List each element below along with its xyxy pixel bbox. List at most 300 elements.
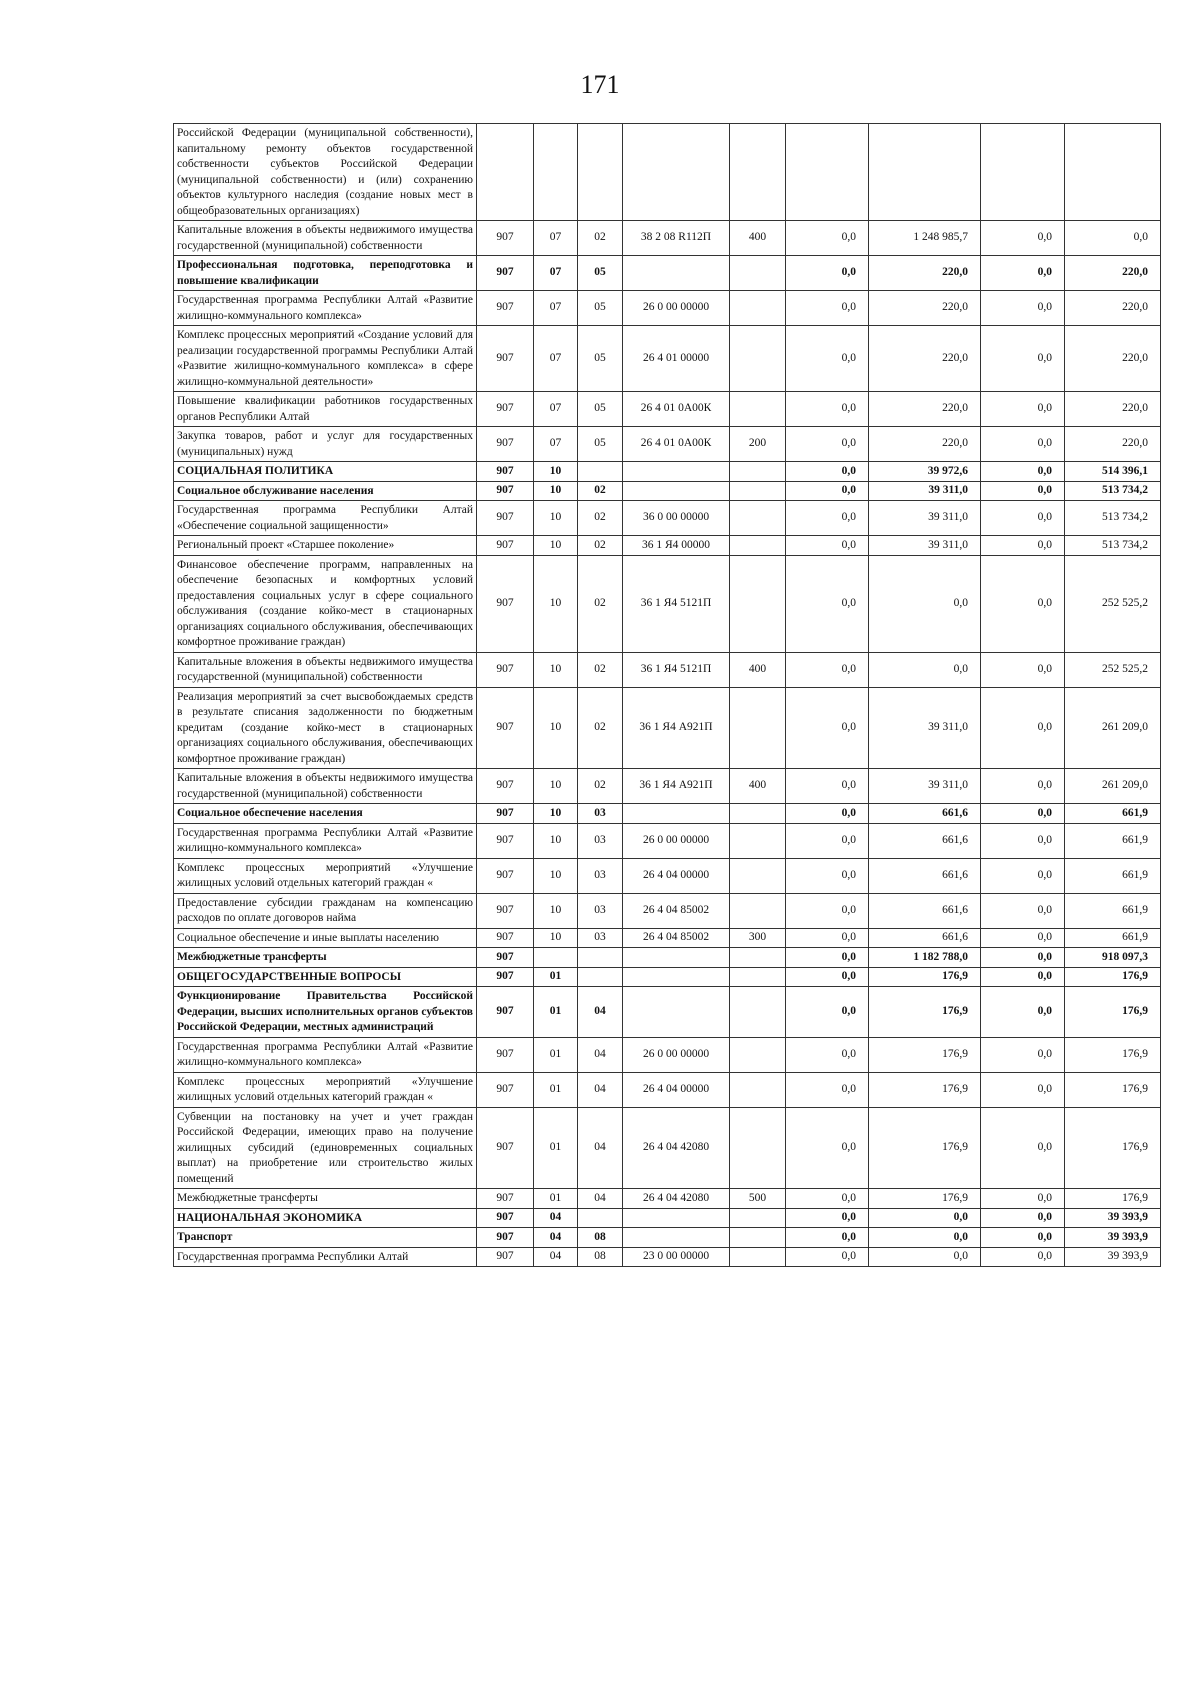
cell-subsection xyxy=(578,967,623,987)
cell-amount-4: 252 525,2 xyxy=(1065,652,1161,687)
table-row xyxy=(174,501,1161,536)
cell-amount-1 xyxy=(786,124,869,221)
cell-target-article: 36 1 Я4 5121П xyxy=(623,555,730,652)
cell-target-article xyxy=(623,1228,730,1248)
cell-admin-code: 907 xyxy=(477,536,534,556)
table-row xyxy=(174,652,1161,687)
table-row xyxy=(174,1189,1161,1209)
cell-amount-2: 176,9 xyxy=(869,1107,981,1189)
cell-subsection xyxy=(578,948,623,968)
cell-amount-3: 0,0 xyxy=(981,687,1065,769)
cell-section: 07 xyxy=(534,291,578,326)
cell-amount-1: 0,0 xyxy=(786,462,869,482)
cell-amount-1: 0,0 xyxy=(786,1189,869,1209)
cell-amount-1: 0,0 xyxy=(786,948,869,968)
cell-admin-code: 907 xyxy=(477,804,534,824)
cell-amount-2: 1 248 985,7 xyxy=(869,221,981,256)
cell-admin-code: 907 xyxy=(477,948,534,968)
cell-section: 04 xyxy=(534,1228,578,1248)
cell-name: Функционирование Правительства Российской Федерации, высших исполнительных органов субъектов Российской Федерации, местных администраций xyxy=(174,987,477,1038)
cell-target-article: 36 1 Я4 5121П xyxy=(623,652,730,687)
cell-section: 07 xyxy=(534,256,578,291)
table-row xyxy=(174,221,1161,256)
cell-amount-4: 176,9 xyxy=(1065,987,1161,1038)
cell-amount-3: 0,0 xyxy=(981,221,1065,256)
cell-subsection: 08 xyxy=(578,1228,623,1248)
cell-amount-1: 0,0 xyxy=(786,858,869,893)
cell-target-article xyxy=(623,804,730,824)
cell-name: Российской Федерации (муниципальной собственности), капитальному ремонту объектов государственной собственности субъектов Российской Федерации (муниципальной собственности) и (или) сохранению объектов культурного наследия (создание новых мест в общеобразовательных организациях) xyxy=(174,124,477,221)
cell-subsection: 04 xyxy=(578,1189,623,1209)
cell-expense-type xyxy=(730,124,786,221)
cell-name: Повышение квалификации работников государственных органов Республики Алтай xyxy=(174,392,477,427)
cell-amount-2: 0,0 xyxy=(869,1228,981,1248)
cell-expense-type xyxy=(730,1208,786,1228)
cell-amount-3: 0,0 xyxy=(981,462,1065,482)
table-row xyxy=(174,462,1161,482)
cell-amount-2: 220,0 xyxy=(869,427,981,462)
table-row xyxy=(174,858,1161,893)
cell-expense-type xyxy=(730,967,786,987)
cell-amount-4: 0,0 xyxy=(1065,221,1161,256)
cell-section: 10 xyxy=(534,769,578,804)
cell-amount-4: 661,9 xyxy=(1065,823,1161,858)
table-row xyxy=(174,967,1161,987)
cell-expense-type xyxy=(730,687,786,769)
cell-amount-1: 0,0 xyxy=(786,291,869,326)
cell-amount-1: 0,0 xyxy=(786,481,869,501)
cell-expense-type xyxy=(730,858,786,893)
cell-target-article: 26 4 04 85002 xyxy=(623,893,730,928)
table-row xyxy=(174,427,1161,462)
cell-amount-3: 0,0 xyxy=(981,1247,1065,1267)
cell-admin-code: 907 xyxy=(477,221,534,256)
cell-subsection: 02 xyxy=(578,221,623,256)
cell-amount-4: 176,9 xyxy=(1065,1072,1161,1107)
cell-amount-3: 0,0 xyxy=(981,326,1065,392)
cell-admin-code: 907 xyxy=(477,1247,534,1267)
cell-target-article: 26 4 04 85002 xyxy=(623,928,730,948)
cell-target-article xyxy=(623,987,730,1038)
cell-amount-2: 39 972,6 xyxy=(869,462,981,482)
cell-amount-4: 220,0 xyxy=(1065,256,1161,291)
cell-section: 01 xyxy=(534,1189,578,1209)
cell-subsection: 05 xyxy=(578,291,623,326)
cell-name: Финансовое обеспечение программ, направленных на обеспечение безопасных и комфортных условий предоставления социальных услуг в сфере социального обслуживания (создание койко-мест в стационарных организациях социального обслуживания, обеспечивающих комфортное проживание граждан) xyxy=(174,555,477,652)
cell-amount-3: 0,0 xyxy=(981,1037,1065,1072)
cell-section: 01 xyxy=(534,1037,578,1072)
cell-amount-1: 0,0 xyxy=(786,555,869,652)
cell-expense-type: 400 xyxy=(730,221,786,256)
cell-amount-1: 0,0 xyxy=(786,256,869,291)
cell-target-article: 38 2 08 R112П xyxy=(623,221,730,256)
cell-name: Комплекс процессных мероприятий «Улучшение жилищных условий отдельных категорий граждан « xyxy=(174,1072,477,1107)
cell-target-article: 26 4 04 00000 xyxy=(623,1072,730,1107)
cell-expense-type xyxy=(730,804,786,824)
cell-name: СОЦИАЛЬНАЯ ПОЛИТИКА xyxy=(174,462,477,482)
cell-amount-1: 0,0 xyxy=(786,928,869,948)
cell-amount-4: 514 396,1 xyxy=(1065,462,1161,482)
cell-admin-code: 907 xyxy=(477,1072,534,1107)
cell-amount-2: 220,0 xyxy=(869,256,981,291)
cell-subsection: 02 xyxy=(578,555,623,652)
cell-amount-2: 39 311,0 xyxy=(869,769,981,804)
cell-admin-code: 907 xyxy=(477,291,534,326)
cell-amount-1: 0,0 xyxy=(786,501,869,536)
table-row xyxy=(174,481,1161,501)
cell-section: 01 xyxy=(534,1072,578,1107)
cell-amount-4 xyxy=(1065,124,1161,221)
cell-admin-code: 907 xyxy=(477,967,534,987)
table-row xyxy=(174,1208,1161,1228)
cell-subsection: 04 xyxy=(578,1037,623,1072)
cell-amount-2: 39 311,0 xyxy=(869,687,981,769)
cell-admin-code: 907 xyxy=(477,326,534,392)
table-row xyxy=(174,948,1161,968)
cell-amount-1: 0,0 xyxy=(786,1228,869,1248)
cell-admin-code: 907 xyxy=(477,1107,534,1189)
cell-subsection: 08 xyxy=(578,1247,623,1267)
cell-expense-type xyxy=(730,501,786,536)
cell-amount-1: 0,0 xyxy=(786,1247,869,1267)
cell-section: 10 xyxy=(534,501,578,536)
cell-subsection: 02 xyxy=(578,481,623,501)
cell-amount-1: 0,0 xyxy=(786,987,869,1038)
cell-amount-2: 1 182 788,0 xyxy=(869,948,981,968)
cell-amount-3: 0,0 xyxy=(981,769,1065,804)
cell-amount-3: 0,0 xyxy=(981,948,1065,968)
cell-section: 10 xyxy=(534,893,578,928)
cell-subsection: 02 xyxy=(578,501,623,536)
cell-name: Государственная программа Республики Алтай «Обеспечение социальной защищенности» xyxy=(174,501,477,536)
cell-amount-4: 261 209,0 xyxy=(1065,687,1161,769)
cell-target-article xyxy=(623,124,730,221)
cell-name: Государственная программа Республики Алтай «Развитие жилищно-коммунального комплекса» xyxy=(174,1037,477,1072)
cell-section: 10 xyxy=(534,536,578,556)
cell-amount-3: 0,0 xyxy=(981,256,1065,291)
cell-target-article: 26 0 00 00000 xyxy=(623,291,730,326)
cell-amount-2: 39 311,0 xyxy=(869,481,981,501)
cell-amount-2: 661,6 xyxy=(869,893,981,928)
cell-amount-1: 0,0 xyxy=(786,687,869,769)
cell-target-article: 36 0 00 00000 xyxy=(623,501,730,536)
cell-expense-type xyxy=(730,1072,786,1107)
cell-expense-type xyxy=(730,256,786,291)
table-row xyxy=(174,392,1161,427)
cell-expense-type xyxy=(730,987,786,1038)
cell-expense-type: 400 xyxy=(730,652,786,687)
cell-amount-3: 0,0 xyxy=(981,928,1065,948)
budget-table xyxy=(173,123,1161,1267)
cell-admin-code: 907 xyxy=(477,1228,534,1248)
cell-admin-code: 907 xyxy=(477,928,534,948)
cell-target-article: 26 4 04 42080 xyxy=(623,1189,730,1209)
cell-expense-type xyxy=(730,893,786,928)
cell-expense-type xyxy=(730,392,786,427)
cell-amount-4: 513 734,2 xyxy=(1065,536,1161,556)
cell-target-article: 26 0 00 00000 xyxy=(623,823,730,858)
cell-subsection: 05 xyxy=(578,392,623,427)
table-row xyxy=(174,804,1161,824)
cell-admin-code: 907 xyxy=(477,392,534,427)
cell-amount-4: 220,0 xyxy=(1065,326,1161,392)
cell-amount-2: 220,0 xyxy=(869,392,981,427)
table-row xyxy=(174,769,1161,804)
cell-admin-code: 907 xyxy=(477,1037,534,1072)
cell-target-article: 23 0 00 00000 xyxy=(623,1247,730,1267)
cell-amount-4: 220,0 xyxy=(1065,392,1161,427)
cell-amount-3: 0,0 xyxy=(981,823,1065,858)
cell-target-article: 26 4 01 0А00К xyxy=(623,392,730,427)
table-row xyxy=(174,291,1161,326)
cell-name: Государственная программа Республики Алтай xyxy=(174,1247,477,1267)
table-row xyxy=(174,1037,1161,1072)
cell-name: Региональный проект «Старшее поколение» xyxy=(174,536,477,556)
cell-subsection: 02 xyxy=(578,536,623,556)
cell-section: 10 xyxy=(534,555,578,652)
cell-expense-type xyxy=(730,1247,786,1267)
cell-amount-4: 661,9 xyxy=(1065,804,1161,824)
cell-expense-type: 300 xyxy=(730,928,786,948)
cell-name: Межбюджетные трансферты xyxy=(174,948,477,968)
cell-section: 10 xyxy=(534,823,578,858)
cell-target-article: 36 1 Я4 00000 xyxy=(623,536,730,556)
cell-target-article: 26 4 04 00000 xyxy=(623,858,730,893)
cell-section: 04 xyxy=(534,1208,578,1228)
cell-amount-1: 0,0 xyxy=(786,1072,869,1107)
cell-amount-2: 0,0 xyxy=(869,1208,981,1228)
cell-amount-4: 513 734,2 xyxy=(1065,481,1161,501)
cell-subsection: 03 xyxy=(578,823,623,858)
cell-amount-4: 918 097,3 xyxy=(1065,948,1161,968)
cell-amount-2: 39 311,0 xyxy=(869,501,981,536)
cell-subsection: 04 xyxy=(578,987,623,1038)
table-row xyxy=(174,987,1161,1038)
cell-amount-3: 0,0 xyxy=(981,987,1065,1038)
table-row xyxy=(174,326,1161,392)
cell-section: 07 xyxy=(534,221,578,256)
cell-admin-code: 907 xyxy=(477,687,534,769)
cell-amount-3 xyxy=(981,124,1065,221)
cell-amount-2: 176,9 xyxy=(869,1072,981,1107)
cell-admin-code: 907 xyxy=(477,858,534,893)
cell-amount-1: 0,0 xyxy=(786,769,869,804)
cell-amount-4: 176,9 xyxy=(1065,1107,1161,1189)
table-row xyxy=(174,893,1161,928)
cell-expense-type xyxy=(730,462,786,482)
table-row xyxy=(174,928,1161,948)
cell-expense-type xyxy=(730,1228,786,1248)
cell-amount-1: 0,0 xyxy=(786,326,869,392)
cell-section: 10 xyxy=(534,462,578,482)
cell-name: Профессиональная подготовка, переподготовка и повышение квалификации xyxy=(174,256,477,291)
cell-amount-3: 0,0 xyxy=(981,1107,1065,1189)
table-body xyxy=(174,124,1161,1267)
cell-subsection: 04 xyxy=(578,1072,623,1107)
cell-name: Капитальные вложения в объекты недвижимого имущества государственной (муниципальной) собственности xyxy=(174,652,477,687)
cell-admin-code: 907 xyxy=(477,1189,534,1209)
cell-amount-1: 0,0 xyxy=(786,221,869,256)
cell-subsection: 03 xyxy=(578,858,623,893)
cell-subsection: 02 xyxy=(578,652,623,687)
cell-amount-2: 39 311,0 xyxy=(869,536,981,556)
cell-admin-code: 907 xyxy=(477,555,534,652)
cell-target-article: 26 4 01 00000 xyxy=(623,326,730,392)
cell-amount-4: 252 525,2 xyxy=(1065,555,1161,652)
cell-amount-2: 661,6 xyxy=(869,804,981,824)
cell-section: 07 xyxy=(534,326,578,392)
cell-amount-1: 0,0 xyxy=(786,823,869,858)
cell-expense-type: 200 xyxy=(730,427,786,462)
cell-amount-2: 176,9 xyxy=(869,1189,981,1209)
table-row xyxy=(174,1247,1161,1267)
cell-name: Комплекс процессных мероприятий «Улучшение жилищных условий отдельных категорий граждан « xyxy=(174,858,477,893)
cell-expense-type xyxy=(730,326,786,392)
cell-section: 10 xyxy=(534,481,578,501)
cell-admin-code xyxy=(477,124,534,221)
table-row xyxy=(174,823,1161,858)
cell-amount-4: 220,0 xyxy=(1065,427,1161,462)
cell-subsection xyxy=(578,462,623,482)
cell-subsection: 05 xyxy=(578,256,623,291)
cell-amount-2: 661,6 xyxy=(869,858,981,893)
cell-name: Социальное обеспечение населения xyxy=(174,804,477,824)
cell-admin-code: 907 xyxy=(477,823,534,858)
cell-expense-type xyxy=(730,1037,786,1072)
cell-admin-code: 907 xyxy=(477,427,534,462)
cell-target-article xyxy=(623,481,730,501)
cell-subsection xyxy=(578,124,623,221)
cell-amount-2 xyxy=(869,124,981,221)
cell-section: 04 xyxy=(534,1247,578,1267)
cell-section xyxy=(534,124,578,221)
cell-subsection: 03 xyxy=(578,804,623,824)
cell-name: ОБЩЕГОСУДАРСТВЕННЫЕ ВОПРОСЫ xyxy=(174,967,477,987)
cell-amount-3: 0,0 xyxy=(981,652,1065,687)
cell-amount-3: 0,0 xyxy=(981,1072,1065,1107)
table-row xyxy=(174,555,1161,652)
cell-section: 07 xyxy=(534,427,578,462)
table-row xyxy=(174,1107,1161,1189)
cell-expense-type xyxy=(730,555,786,652)
cell-expense-type: 500 xyxy=(730,1189,786,1209)
table-row xyxy=(174,536,1161,556)
cell-amount-1: 0,0 xyxy=(786,1037,869,1072)
cell-amount-2: 176,9 xyxy=(869,967,981,987)
cell-admin-code: 907 xyxy=(477,256,534,291)
cell-amount-4: 661,9 xyxy=(1065,928,1161,948)
cell-amount-4: 176,9 xyxy=(1065,1037,1161,1072)
cell-section: 10 xyxy=(534,652,578,687)
cell-amount-4: 261 209,0 xyxy=(1065,769,1161,804)
cell-target-article xyxy=(623,1208,730,1228)
cell-section: 10 xyxy=(534,928,578,948)
cell-expense-type xyxy=(730,948,786,968)
cell-amount-1: 0,0 xyxy=(786,427,869,462)
cell-amount-2: 0,0 xyxy=(869,1247,981,1267)
cell-amount-4: 39 393,9 xyxy=(1065,1247,1161,1267)
cell-amount-2: 661,6 xyxy=(869,823,981,858)
cell-amount-1: 0,0 xyxy=(786,536,869,556)
cell-amount-1: 0,0 xyxy=(786,804,869,824)
cell-name: Государственная программа Республики Алтай «Развитие жилищно-коммунального комплекса» xyxy=(174,823,477,858)
cell-name: Государственная программа Республики Алтай «Развитие жилищно-коммунального комплекса» xyxy=(174,291,477,326)
cell-target-article: 26 0 00 00000 xyxy=(623,1037,730,1072)
cell-amount-4: 220,0 xyxy=(1065,291,1161,326)
cell-section: 10 xyxy=(534,804,578,824)
cell-expense-type xyxy=(730,481,786,501)
cell-subsection xyxy=(578,1208,623,1228)
cell-amount-2: 176,9 xyxy=(869,987,981,1038)
cell-section xyxy=(534,948,578,968)
cell-name: Предоставление субсидии гражданам на компенсацию расходов по оплате договоров найма xyxy=(174,893,477,928)
cell-target-article: 26 4 01 0А00К xyxy=(623,427,730,462)
cell-name: Субвенции на постановку на учет и учет граждан Российской Федерации, имеющих право на получение жилищных субсидий (единовременных социальных выплат) на приобретение или строительство жилых помещений xyxy=(174,1107,477,1189)
cell-amount-4: 176,9 xyxy=(1065,967,1161,987)
cell-admin-code: 907 xyxy=(477,893,534,928)
cell-amount-1: 0,0 xyxy=(786,967,869,987)
cell-amount-3: 0,0 xyxy=(981,967,1065,987)
cell-section: 01 xyxy=(534,967,578,987)
cell-amount-4: 661,9 xyxy=(1065,893,1161,928)
cell-amount-2: 661,6 xyxy=(869,928,981,948)
cell-expense-type xyxy=(730,823,786,858)
cell-amount-1: 0,0 xyxy=(786,893,869,928)
cell-amount-1: 0,0 xyxy=(786,1208,869,1228)
cell-section: 01 xyxy=(534,1107,578,1189)
table-row xyxy=(174,256,1161,291)
cell-subsection: 03 xyxy=(578,893,623,928)
cell-admin-code: 907 xyxy=(477,1208,534,1228)
cell-amount-3: 0,0 xyxy=(981,501,1065,536)
cell-section: 10 xyxy=(534,687,578,769)
cell-section: 01 xyxy=(534,987,578,1038)
cell-amount-1: 0,0 xyxy=(786,652,869,687)
table-row xyxy=(174,1228,1161,1248)
cell-subsection: 02 xyxy=(578,769,623,804)
cell-admin-code: 907 xyxy=(477,481,534,501)
cell-admin-code: 907 xyxy=(477,987,534,1038)
cell-amount-3: 0,0 xyxy=(981,392,1065,427)
cell-amount-2: 0,0 xyxy=(869,555,981,652)
cell-amount-3: 0,0 xyxy=(981,858,1065,893)
cell-target-article: 36 1 Я4 А921П xyxy=(623,687,730,769)
table-row xyxy=(174,687,1161,769)
cell-expense-type xyxy=(730,1107,786,1189)
cell-section: 07 xyxy=(534,392,578,427)
cell-amount-1: 0,0 xyxy=(786,392,869,427)
cell-target-article xyxy=(623,967,730,987)
cell-target-article xyxy=(623,948,730,968)
table-row xyxy=(174,124,1161,221)
cell-admin-code: 907 xyxy=(477,652,534,687)
cell-amount-2: 220,0 xyxy=(869,291,981,326)
cell-amount-2: 0,0 xyxy=(869,652,981,687)
cell-amount-3: 0,0 xyxy=(981,555,1065,652)
cell-target-article: 26 4 04 42080 xyxy=(623,1107,730,1189)
cell-amount-4: 39 393,9 xyxy=(1065,1208,1161,1228)
cell-expense-type: 400 xyxy=(730,769,786,804)
cell-name: Социальное обеспечение и иные выплаты населению xyxy=(174,928,477,948)
cell-target-article xyxy=(623,256,730,291)
cell-admin-code: 907 xyxy=(477,501,534,536)
cell-name: Реализация мероприятий за счет высвобождаемых средств в результате списания задолженности по бюджетным кредитам (создание койко-мест в стационарных организациях социального обслуживания, обеспечивающих комфортное проживание граждан) xyxy=(174,687,477,769)
cell-subsection: 03 xyxy=(578,928,623,948)
cell-amount-4: 39 393,9 xyxy=(1065,1228,1161,1248)
cell-amount-3: 0,0 xyxy=(981,1189,1065,1209)
cell-amount-4: 661,9 xyxy=(1065,858,1161,893)
cell-amount-3: 0,0 xyxy=(981,427,1065,462)
